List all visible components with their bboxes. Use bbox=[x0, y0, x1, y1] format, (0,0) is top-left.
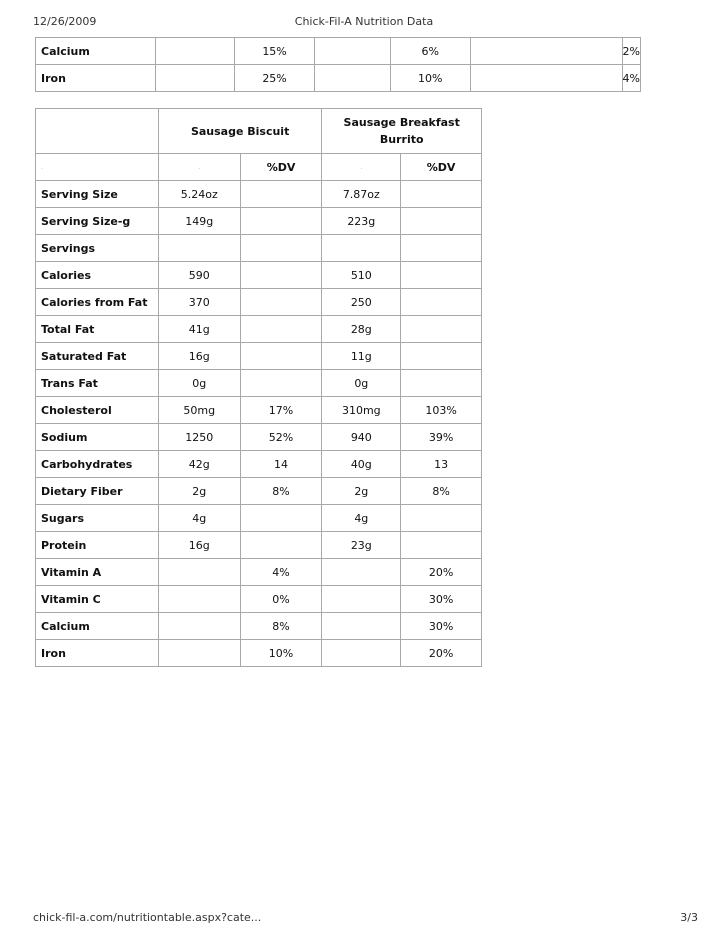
value-cell: 4g bbox=[322, 505, 401, 532]
table-row bbox=[36, 559, 482, 586]
value-cell bbox=[314, 38, 390, 65]
value-cell: 2g bbox=[322, 478, 401, 505]
value-cell: 1250 bbox=[158, 424, 240, 451]
print-date: 12/26/2009 bbox=[33, 15, 97, 28]
value-cell bbox=[156, 38, 235, 65]
table-row bbox=[36, 640, 482, 667]
value-cell: 30% bbox=[401, 586, 482, 613]
table-row bbox=[36, 586, 482, 613]
value-cell: 13 bbox=[401, 451, 482, 478]
value-cell: 16g bbox=[158, 532, 240, 559]
dv-header-1: %DV bbox=[240, 154, 322, 181]
table-row bbox=[36, 505, 482, 532]
value-cell bbox=[158, 640, 240, 667]
nutrient-label: Calories from Fat bbox=[36, 289, 159, 316]
value-cell bbox=[322, 559, 401, 586]
page-title: Chick-Fil-A Nutrition Data bbox=[294, 15, 434, 28]
value-cell bbox=[401, 289, 482, 316]
value-cell: 2g bbox=[158, 478, 240, 505]
value-cell bbox=[322, 235, 401, 262]
table-row bbox=[36, 262, 482, 289]
corner-cell bbox=[36, 109, 159, 154]
value-cell: 0% bbox=[240, 586, 322, 613]
value-cell bbox=[158, 586, 240, 613]
value-cell bbox=[401, 181, 482, 208]
dv-header-row bbox=[36, 154, 482, 181]
table-row bbox=[36, 370, 482, 397]
table-row bbox=[36, 451, 482, 478]
table-row bbox=[36, 65, 641, 92]
table-row bbox=[36, 208, 482, 235]
value-cell bbox=[240, 181, 322, 208]
value-cell bbox=[401, 235, 482, 262]
header-dot: . bbox=[36, 154, 159, 181]
value-cell bbox=[470, 38, 622, 65]
table-row bbox=[36, 478, 482, 505]
nutrient-label: Iron bbox=[36, 640, 159, 667]
value-cell: 15% bbox=[235, 38, 315, 65]
value-cell: 10% bbox=[390, 65, 470, 92]
nutrient-label: Iron bbox=[36, 65, 156, 92]
nutrient-label: Sodium bbox=[36, 424, 159, 451]
item-header-row bbox=[36, 109, 482, 154]
value-cell: 103% bbox=[401, 397, 482, 424]
value-cell bbox=[240, 370, 322, 397]
value-cell: 17% bbox=[240, 397, 322, 424]
value-cell: 28g bbox=[322, 316, 401, 343]
value-cell bbox=[401, 208, 482, 235]
table-row bbox=[36, 38, 641, 65]
value-cell: 6% bbox=[390, 38, 470, 65]
value-cell: 20% bbox=[401, 559, 482, 586]
value-cell bbox=[240, 316, 322, 343]
value-cell: 52% bbox=[240, 424, 322, 451]
previous-items-table bbox=[35, 37, 641, 92]
nutrition-table bbox=[35, 108, 482, 667]
nutrient-label: Serving Size-g bbox=[36, 208, 159, 235]
value-cell: 20% bbox=[401, 640, 482, 667]
value-cell bbox=[314, 65, 390, 92]
nutrient-label: Vitamin A bbox=[36, 559, 159, 586]
value-cell: 11g bbox=[322, 343, 401, 370]
nutrient-label: Carbohydrates bbox=[36, 451, 159, 478]
nutrient-label: Calories bbox=[36, 262, 159, 289]
value-cell: 0g bbox=[158, 370, 240, 397]
nutrient-label: Servings bbox=[36, 235, 159, 262]
value-cell: 4g bbox=[158, 505, 240, 532]
value-cell bbox=[158, 559, 240, 586]
item-name-sausage-biscuit: Sausage Biscuit bbox=[158, 109, 322, 154]
nutrient-label: Protein bbox=[36, 532, 159, 559]
table-row bbox=[36, 181, 482, 208]
value-cell bbox=[401, 316, 482, 343]
value-cell bbox=[401, 343, 482, 370]
value-cell bbox=[470, 65, 622, 92]
table-row bbox=[36, 613, 482, 640]
value-cell bbox=[401, 532, 482, 559]
value-cell: 16g bbox=[158, 343, 240, 370]
value-cell bbox=[322, 586, 401, 613]
value-cell: 40g bbox=[322, 451, 401, 478]
page-number: 3/3 bbox=[680, 911, 698, 924]
value-cell: 7.87oz bbox=[322, 181, 401, 208]
nutrient-label: Total Fat bbox=[36, 316, 159, 343]
value-cell: 4% bbox=[240, 559, 322, 586]
value-cell: 8% bbox=[401, 478, 482, 505]
value-cell: 41g bbox=[158, 316, 240, 343]
value-cell bbox=[240, 532, 322, 559]
value-cell bbox=[240, 235, 322, 262]
value-cell: 0g bbox=[322, 370, 401, 397]
value-cell bbox=[322, 613, 401, 640]
header-dot: . bbox=[158, 154, 240, 181]
value-cell: 940 bbox=[322, 424, 401, 451]
value-cell: 42g bbox=[158, 451, 240, 478]
table-row bbox=[36, 316, 482, 343]
value-cell: 30% bbox=[401, 613, 482, 640]
table-row bbox=[36, 289, 482, 316]
value-cell bbox=[240, 505, 322, 532]
value-cell: 2% bbox=[622, 38, 640, 65]
value-cell: 8% bbox=[240, 478, 322, 505]
value-cell: 39% bbox=[401, 424, 482, 451]
value-cell bbox=[158, 235, 240, 262]
nutrient-label: Vitamin C bbox=[36, 586, 159, 613]
value-cell bbox=[240, 343, 322, 370]
value-cell: 310mg bbox=[322, 397, 401, 424]
value-cell: 4% bbox=[622, 65, 640, 92]
value-cell: 590 bbox=[158, 262, 240, 289]
header-dot: . bbox=[322, 154, 401, 181]
table-row bbox=[36, 397, 482, 424]
value-cell: 50mg bbox=[158, 397, 240, 424]
value-cell: 250 bbox=[322, 289, 401, 316]
value-cell: 370 bbox=[158, 289, 240, 316]
value-cell: 510 bbox=[322, 262, 401, 289]
value-cell: 149g bbox=[158, 208, 240, 235]
value-cell: 10% bbox=[240, 640, 322, 667]
value-cell bbox=[322, 640, 401, 667]
table-row bbox=[36, 235, 482, 262]
value-cell: 8% bbox=[240, 613, 322, 640]
nutrient-label: Saturated Fat bbox=[36, 343, 159, 370]
nutrient-label: Sugars bbox=[36, 505, 159, 532]
value-cell bbox=[401, 505, 482, 532]
value-cell: 5.24oz bbox=[158, 181, 240, 208]
value-cell: 23g bbox=[322, 532, 401, 559]
value-cell bbox=[240, 208, 322, 235]
source-url: chick-fil-a.com/nutritiontable.aspx?cate... bbox=[33, 911, 262, 924]
nutrient-label: Trans Fat bbox=[36, 370, 159, 397]
value-cell bbox=[158, 613, 240, 640]
table-row bbox=[36, 424, 482, 451]
value-cell: 223g bbox=[322, 208, 401, 235]
value-cell bbox=[156, 65, 235, 92]
value-cell bbox=[401, 262, 482, 289]
value-cell: 14 bbox=[240, 451, 322, 478]
item-name-sausage-breakfast-burrito: Sausage Breakfast Burrito bbox=[322, 109, 482, 154]
nutrient-label: Serving Size bbox=[36, 181, 159, 208]
value-cell bbox=[240, 289, 322, 316]
nutrient-label: Calcium bbox=[36, 38, 156, 65]
nutrient-label: Calcium bbox=[36, 613, 159, 640]
dv-header-2: %DV bbox=[401, 154, 482, 181]
nutrient-label: Cholesterol bbox=[36, 397, 159, 424]
value-cell: 25% bbox=[235, 65, 315, 92]
value-cell bbox=[401, 370, 482, 397]
table-row bbox=[36, 343, 482, 370]
value-cell bbox=[240, 262, 322, 289]
table-row bbox=[36, 532, 482, 559]
nutrient-label: Dietary Fiber bbox=[36, 478, 159, 505]
